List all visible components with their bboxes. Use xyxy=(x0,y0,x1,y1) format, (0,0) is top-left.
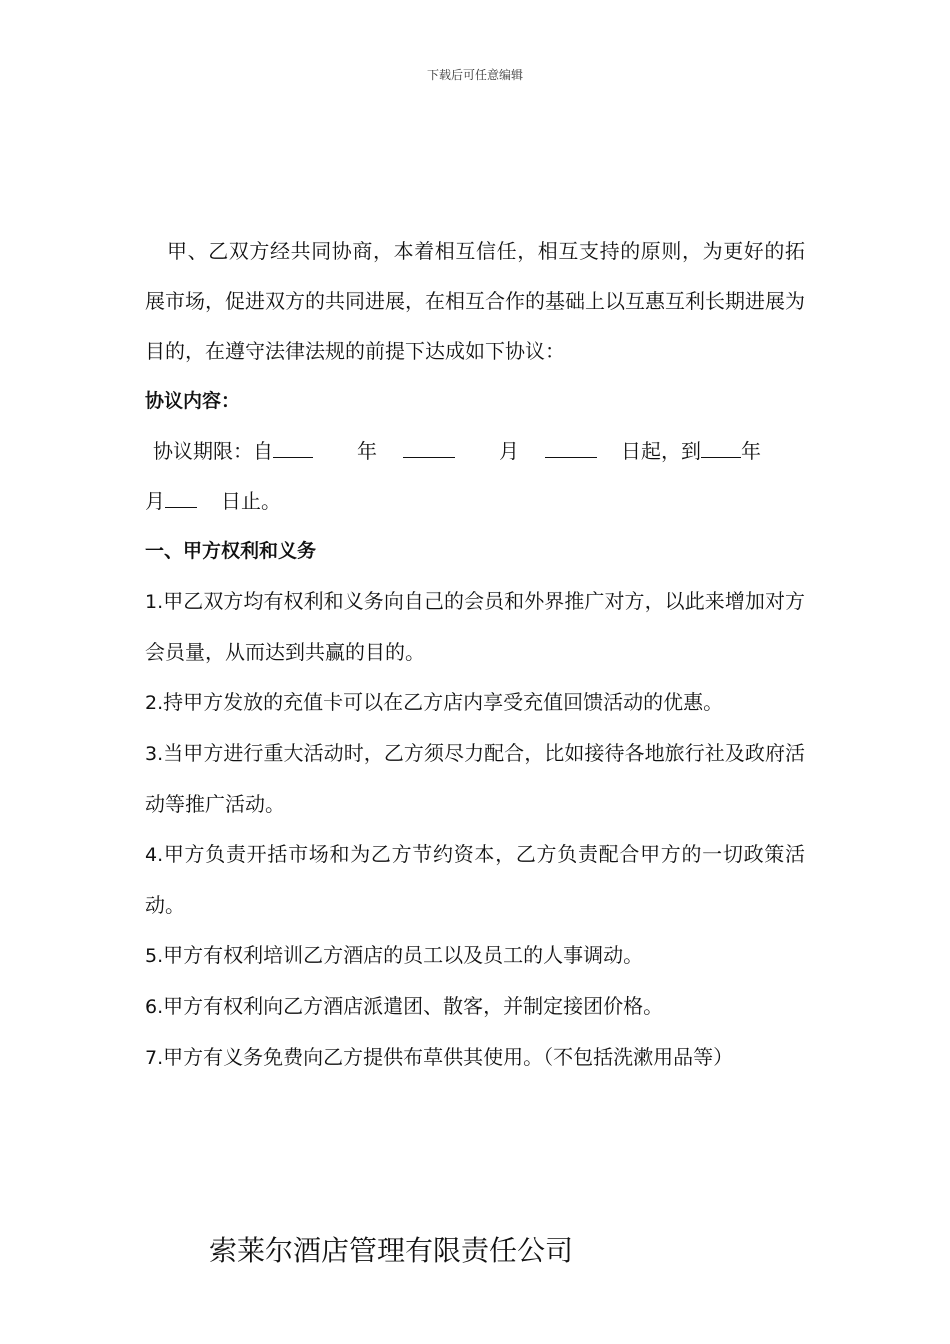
item-text: 甲方负责开括市场和为乙方节约资本，乙方负责配合甲方的一切政策活动。 xyxy=(145,842,805,917)
blank-start-month[interactable] xyxy=(403,431,455,458)
blank-start-day[interactable] xyxy=(545,431,597,458)
list-item xyxy=(145,930,805,981)
item-number: 7. xyxy=(145,1047,164,1069)
item-text: 甲方有权利培训乙方酒店的员工以及员工的人事调动。 xyxy=(163,943,644,967)
party-a-items xyxy=(145,576,805,1083)
list-item xyxy=(145,829,805,930)
term-line-2 xyxy=(145,476,805,526)
item-text: 甲方有权利向乙方酒店派遣团、散客，并制定接团价格。 xyxy=(163,994,664,1018)
blank-start-year[interactable] xyxy=(273,431,313,458)
header-note: 下载后可任意编辑 xyxy=(426,68,523,82)
item-text: 甲乙双方均有权利和义务向自己的会员和外界推广对方，以此来增加对方会员量，从而达到共赢的目的。 xyxy=(145,589,805,664)
term-month-2: 月 xyxy=(145,489,165,513)
blank-end-year[interactable] xyxy=(701,431,741,458)
term-line xyxy=(145,426,805,476)
term-end: 日止。 xyxy=(221,489,281,513)
list-item xyxy=(145,677,805,728)
list-item xyxy=(145,576,805,677)
intro-paragraph: 甲、乙双方经共同协商，本着相互信任，相互支持的原则，为更好的拓展市场，促进双方的共同进展，在相互合作的基础上以互惠互利长期进展为目的，在遵守法律法规的前提下达成如下协议： xyxy=(145,239,805,363)
list-item xyxy=(145,981,805,1032)
item-number: 3. xyxy=(145,743,164,765)
item-number: 2. xyxy=(145,692,164,714)
item-text: 甲方有义务免费向乙方提供布草供其使用。（不包括洗漱用品等） xyxy=(163,1045,734,1069)
item-number: 6. xyxy=(145,996,164,1018)
item-number: 5. xyxy=(145,945,164,967)
item-number: 1. xyxy=(145,591,164,613)
company-name: 索莱尔酒店管理有限责任公司 xyxy=(209,1234,574,1267)
item-text: 持甲方发放的充值卡可以在乙方店内享受充值回馈活动的优惠。 xyxy=(163,690,724,714)
section-title-content: 协议内容： xyxy=(145,390,241,412)
term-month-1: 月 xyxy=(499,439,519,463)
term-label: 协议期限：自 xyxy=(153,439,273,463)
item-number: 4. xyxy=(145,844,164,866)
list-item xyxy=(145,1032,805,1083)
blank-end-month[interactable] xyxy=(165,481,197,508)
term-year-2: 年 xyxy=(741,439,761,463)
list-item xyxy=(145,728,805,829)
section-title-party-a: 一、甲方权利和义务 xyxy=(145,540,317,562)
item-text: 当甲方进行重大活动时，乙方须尽力配合，比如接待各地旅行社及政府活动等推广活动。 xyxy=(145,741,805,816)
term-year-1: 年 xyxy=(357,439,377,463)
term-day-1: 日起，到 xyxy=(621,439,701,463)
